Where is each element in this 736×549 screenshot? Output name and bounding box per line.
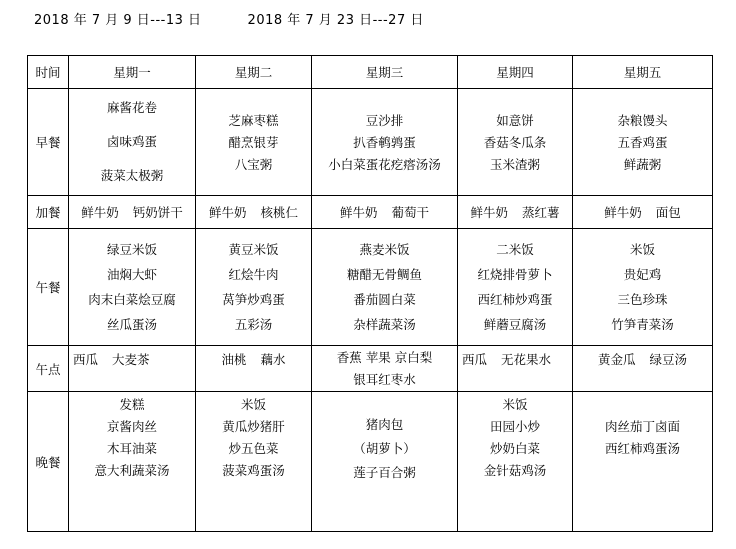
menu-item: 米饭 xyxy=(240,397,266,412)
menu-item: 扒香鹌鹑蛋 xyxy=(353,135,416,150)
menu-item: 黄瓜炒猪肝 xyxy=(222,419,285,434)
menu-item: 西红柿鸡蛋汤 xyxy=(604,441,680,456)
dinner-tuesday xyxy=(196,392,312,532)
breakfast-monday xyxy=(69,89,196,196)
menu-item: 猪肉包 xyxy=(365,417,404,432)
breakfast-row xyxy=(28,89,713,196)
menu-item: 豆沙排 xyxy=(365,113,404,128)
menu-item: 鲜蘑豆腐汤 xyxy=(483,317,547,332)
dinner-friday xyxy=(573,392,713,532)
menu-item: 鲜蔬粥 xyxy=(623,157,662,172)
menu-item: 西瓜 xyxy=(462,352,488,367)
snack-row xyxy=(28,196,713,229)
menu-item: 三色珍珠 xyxy=(617,292,668,307)
menu-item: 西瓜 xyxy=(73,352,99,367)
snack-friday xyxy=(573,196,713,229)
row-label-snack: 加餐 xyxy=(28,196,69,229)
menu-item: 木耳油菜 xyxy=(106,441,157,456)
breakfast-tuesday xyxy=(196,89,312,196)
row-label-dinner: 晚餐 xyxy=(28,392,69,532)
lunch-monday xyxy=(69,229,196,346)
weekly-menu-table xyxy=(27,55,713,532)
menu-item: 贵妃鸡 xyxy=(623,267,662,282)
lunch-tuesday xyxy=(196,229,312,346)
menu-item: （胡萝卜） xyxy=(353,441,416,456)
menu-item: 卤味鸡蛋 xyxy=(106,134,157,149)
menu-item: 红烧排骨萝卜 xyxy=(477,267,553,282)
tea-wednesday xyxy=(312,346,458,392)
menu-item: 无花果水 xyxy=(501,352,552,367)
menu-item: 竹笋青菜汤 xyxy=(611,317,674,332)
tea-friday xyxy=(573,346,713,392)
menu-item: 八宝粥 xyxy=(234,157,273,172)
menu-item: 番茄圆白菜 xyxy=(353,292,416,307)
menu-item: 玉米渣粥 xyxy=(489,157,540,172)
lunch-thursday xyxy=(458,229,573,346)
menu-item: 鲜牛奶 xyxy=(81,205,119,220)
menu-item: 鲜牛奶 xyxy=(339,205,378,220)
menu-item: 鲜牛奶 xyxy=(604,205,642,220)
snack-wednesday xyxy=(312,196,458,229)
tea-thursday xyxy=(458,346,573,392)
dinner-monday xyxy=(69,392,196,532)
menu-item: 如意饼 xyxy=(496,113,534,128)
dinner-wednesday xyxy=(312,392,458,532)
row-label-lunch: 午餐 xyxy=(28,229,69,346)
menu-item: 杂样蔬菜汤 xyxy=(353,317,416,332)
afternoon-snack-row xyxy=(28,346,713,392)
menu-item: 麻酱花卷 xyxy=(106,100,157,115)
breakfast-friday xyxy=(573,89,713,196)
menu-item: 金针菇鸡汤 xyxy=(483,463,547,478)
menu-item: 油桃 xyxy=(221,352,247,367)
menu-item: 油焖大虾 xyxy=(106,267,157,282)
menu-item: 田园小炒 xyxy=(489,419,540,434)
menu-item: 鲜牛奶 xyxy=(470,205,508,220)
menu-item: 糖醋无骨鲷鱼 xyxy=(346,267,422,282)
header-friday: 星期五 xyxy=(573,56,713,89)
menu-item: 绿豆汤 xyxy=(649,352,688,367)
menu-item: 燕麦米饭 xyxy=(359,242,410,257)
header-wednesday: 星期三 xyxy=(312,56,458,89)
menu-item: 炒奶白菜 xyxy=(489,441,540,456)
dinner-thursday xyxy=(458,392,573,532)
menu-item: 核桃仁 xyxy=(260,205,299,220)
menu-item: 黄豆米饭 xyxy=(228,242,279,257)
menu-item: 杂粮馒头 xyxy=(617,113,668,128)
breakfast-wednesday xyxy=(312,89,458,196)
menu-item: 黄金瓜 xyxy=(597,352,636,367)
menu-item: 二米饭 xyxy=(496,242,534,257)
menu-item: 香菇冬瓜条 xyxy=(483,135,547,150)
header-tuesday: 星期二 xyxy=(196,56,312,89)
menu-item: 菠菜鸡蛋汤 xyxy=(222,463,285,478)
menu-item: 绿豆米饭 xyxy=(106,242,157,257)
menu-item: 红烩牛肉 xyxy=(228,267,279,282)
lunch-friday xyxy=(573,229,713,346)
menu-item: 发糕 xyxy=(119,397,145,412)
snack-monday xyxy=(69,196,196,229)
menu-item: 钙奶饼干 xyxy=(132,205,183,220)
menu-item: 芝麻枣糕 xyxy=(228,113,279,128)
menu-item: 葡萄干 xyxy=(391,205,430,220)
period-1: 2018 年 7 月 9 日---13 日 xyxy=(34,13,202,28)
menu-item: 米饭 xyxy=(629,242,655,257)
menu-item: 醋烹银芽 xyxy=(228,135,279,150)
menu-item: 西红柿炒鸡蛋 xyxy=(477,292,553,307)
menu-item: 丝瓜蛋汤 xyxy=(106,317,157,332)
tea-monday xyxy=(69,346,196,392)
header-time: 时间 xyxy=(28,56,69,89)
lunch-wednesday xyxy=(312,229,458,346)
menu-item: 米饭 xyxy=(502,397,528,412)
menu-item: 银耳红枣水 xyxy=(353,371,416,387)
table-header-row xyxy=(28,56,713,89)
menu-item: 肉末白菜烩豆腐 xyxy=(88,292,176,307)
menu-item: 大麦茶 xyxy=(112,352,150,367)
menu-item: 莲子百合粥 xyxy=(353,465,416,480)
snack-thursday xyxy=(458,196,573,229)
menu-item: 炒五色菜 xyxy=(228,441,279,456)
breakfast-thursday xyxy=(458,89,573,196)
menu-item: 肉丝茄丁卤面 xyxy=(604,419,680,434)
menu-item: 小白菜蛋花疙瘩汤汤 xyxy=(328,157,441,172)
menu-item: 面包 xyxy=(655,205,681,220)
menu-item: 意大利蔬菜汤 xyxy=(94,463,170,478)
menu-item: 京酱肉丝 xyxy=(106,419,157,434)
menu-date-header xyxy=(34,9,470,28)
menu-item: 五香鸡蛋 xyxy=(617,135,668,150)
row-label-afternoon-snack: 午点 xyxy=(28,346,69,392)
menu-item: 香蕉 苹果 京白梨 xyxy=(336,349,433,365)
header-thursday: 星期四 xyxy=(458,56,573,89)
snack-tuesday xyxy=(196,196,312,229)
period-2: 2018 年 7 月 23 日---27 日 xyxy=(247,13,424,28)
menu-item: 藕水 xyxy=(260,352,286,367)
header-monday: 星期一 xyxy=(69,56,196,89)
row-label-breakfast: 早餐 xyxy=(28,89,69,196)
tea-tuesday xyxy=(196,346,312,392)
dinner-row xyxy=(28,392,713,532)
menu-item: 莴笋炒鸡蛋 xyxy=(222,292,285,307)
menu-item: 五彩汤 xyxy=(234,317,273,332)
lunch-row xyxy=(28,229,713,346)
menu-item: 鲜牛奶 xyxy=(208,205,247,220)
menu-item: 菠菜太极粥 xyxy=(100,168,164,183)
menu-item: 蒸红薯 xyxy=(522,205,560,220)
